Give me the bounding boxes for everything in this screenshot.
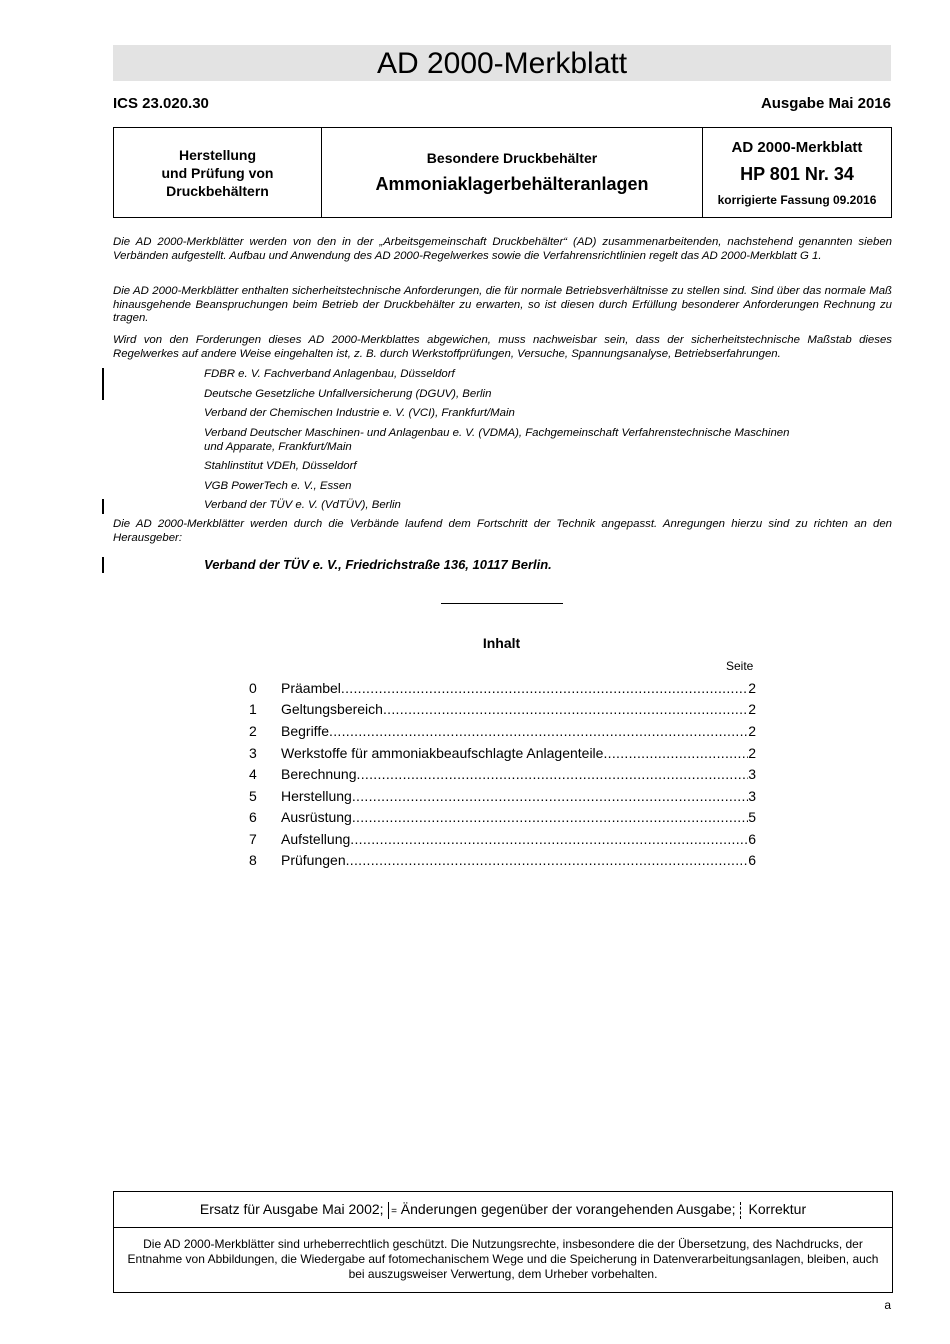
change-bar [102,368,104,400]
correction-bar-legend-icon [740,1202,741,1219]
edition-date: Ausgabe Mai 2016 [760,95,891,112]
toc-item[interactable] [249,678,756,698]
correction-note: Korrektur [748,1201,807,1217]
toc-number: 4 [249,766,257,782]
toc-leader [346,850,749,870]
organization-item: Verband der Chemischen Industrie e. V. (VCI), Frankfurt/Main [204,407,515,419]
intro-paragraph: Die AD 2000-Merkblätter werden von den in der „Arbeitsgemeinschaft Druckbehälter“ (AD) zusammenarbeitenden, nachstehend genannten sieben Verbänden aufgestellt. Aufbau und Anwendung des AD 2000-Regelwerkes sowie die Verfahrensrichtlinien regelt das AD 2000-Merkblatt G 1. [113,236,892,262]
document-title: AD 2000-Merkblatt [113,45,891,81]
intro-paragraph: Die AD 2000-Merkblätter werden durch die Verbände laufend dem Fortschritt der Technik angepasst. Anregungen hierzu sind zu richten an den Herausgeber: [113,518,892,544]
toc-item[interactable] [249,850,756,870]
sheet-version: korrigierte Fassung 09.2016 [717,192,877,207]
toc-leader [383,699,748,719]
toc-page: 2 [748,680,756,696]
subject-title: Ammoniaklagerbehälteranlagen [375,174,649,194]
change-bar [102,557,104,573]
toc-leader [341,678,748,698]
equals-sign: = [391,1206,397,1217]
sheet-number: HP 801 Nr. 34 [740,163,854,184]
section-divider [441,603,563,604]
copyright-notice: Die AD 2000-Merkblätter sind urheberrechtlich geschützt. Die Nutzungsrechte, insbesondere die der Übersetzung, des Nachdrucks, der Entnahme von Abbildungen, die Wiedergabe auf fotomechanischem Wege und die Speicherung in Datenverarbeitungsanlagen, bleiben, auch bei auszugsweiser Verwertung, dem Urheber vorbehalten. [127,1237,879,1281]
replacement-note: Ersatz für Ausgabe Mai 2002; [199,1201,384,1217]
toc-number: 3 [249,745,257,761]
sheet-label: AD 2000-Merkblatt [731,138,863,156]
toc-number: 5 [249,788,257,804]
toc-item[interactable] [249,721,756,741]
toc-page: 5 [748,809,756,825]
ics-code: ICS 23.020.30 [113,95,209,112]
toc-number: 7 [249,831,257,847]
toc-title: Geltungsbereich [281,701,383,717]
toc-page: 6 [748,831,756,847]
footer-legend [114,1192,892,1228]
intro-paragraph: Wird von den Forderungen dieses AD 2000-Merkblattes abgewichen, muss nachweisbar sein, dass der sicherheitstechnische Maßstab dieses Regelwerkes auf andere Weise eingehalten ist, z. B. durch Werkstoffprüfungen, Versuche, Spannungsanalyse, Betriebserfahrungen. [113,334,892,360]
toc-item[interactable] [249,743,756,763]
change-bar [102,499,104,514]
toc-title: Präambel [281,680,341,696]
organization-item: FDBR e. V. Fachverband Anlagenbau, Düsseldorf [204,368,455,380]
toc-leader [357,764,749,784]
changes-note: Änderungen gegenüber der vorangehenden Ausgabe; [400,1201,736,1217]
toc-title: Aufstellung [281,831,351,847]
organization-item: und Apparate, Frankfurt/Main [204,441,352,453]
toc-page: 3 [748,788,756,804]
category-line: Herstellung [178,146,256,163]
toc-page: 6 [748,852,756,868]
toc-item[interactable] [249,699,756,719]
toc-leader [329,721,748,741]
subject-group: Besondere Druckbehälter [426,150,598,166]
toc-leader [350,829,748,849]
toc-page: 3 [748,766,756,782]
toc-number: 6 [249,809,257,825]
organization-item: Deutsche Gesetzliche Unfallversicherung (DGUV), Berlin [204,388,492,400]
toc-page-label: Seite [726,659,754,673]
toc-number: 8 [249,852,257,868]
publisher-address: Verband der TÜV e. V., Friedrichstraße 136, 10117 Berlin. [204,557,552,572]
toc-number: 2 [249,723,257,739]
toc-heading: Inhalt [482,635,521,651]
toc-title: Prüfungen [281,852,346,868]
toc-title: Ausrüstung [281,809,352,825]
toc-page: 2 [748,701,756,717]
toc-title: Berechnung [281,766,357,782]
category-line: Druckbehältern [166,182,269,199]
toc-title: Begriffe [281,723,329,739]
subject-cell [322,128,703,218]
toc-item[interactable] [249,807,756,827]
toc-title: Herstellung [281,788,352,804]
change-bar-legend-icon [388,1202,390,1219]
toc-number: 1 [249,701,257,717]
toc-title: Werkstoffe für ammoniakbeaufschlagte Anlagenteile [281,745,604,761]
intro-paragraph: Die AD 2000-Merkblätter enthalten sicherheitstechnische Anforderungen, die für normale Betriebsverhältnisse zu stellen sind. Sind über das normale Maß hinausgehende Beanspruchungen beim Betrieb der Druckbehälter zu erwarten, so ist diesen durch Erfüllung besonderer Anforderungen Rechnung zu tragen. [113,285,892,324]
info-table [113,127,892,218]
organization-item: VGB PowerTech e. V., Essen [204,480,352,492]
organization-item: Verband Deutscher Maschinen- und Anlagenbau e. V. (VDMA), Fachgemeinschaft Verfahrenstechnische Maschinen [204,427,790,439]
toc-leader [352,786,748,806]
toc-item[interactable] [249,786,756,806]
toc-leader [352,807,748,827]
footer-box [113,1191,893,1293]
organization-item: Verband der TÜV e. V. (VdTÜV), Berlin [204,499,401,511]
organization-item: Stahlinstitut VDEh, Düsseldorf [204,460,357,472]
category-cell [114,128,322,218]
category-line: und Prüfung von [161,164,274,181]
toc-number: 0 [249,680,257,696]
page-marker: a [884,1298,891,1312]
toc-item[interactable] [249,829,756,849]
toc-page: 2 [748,745,756,761]
toc-page: 2 [748,723,756,739]
toc-leader [603,743,748,763]
toc-item[interactable] [249,764,756,784]
sheet-id-cell [703,128,892,218]
